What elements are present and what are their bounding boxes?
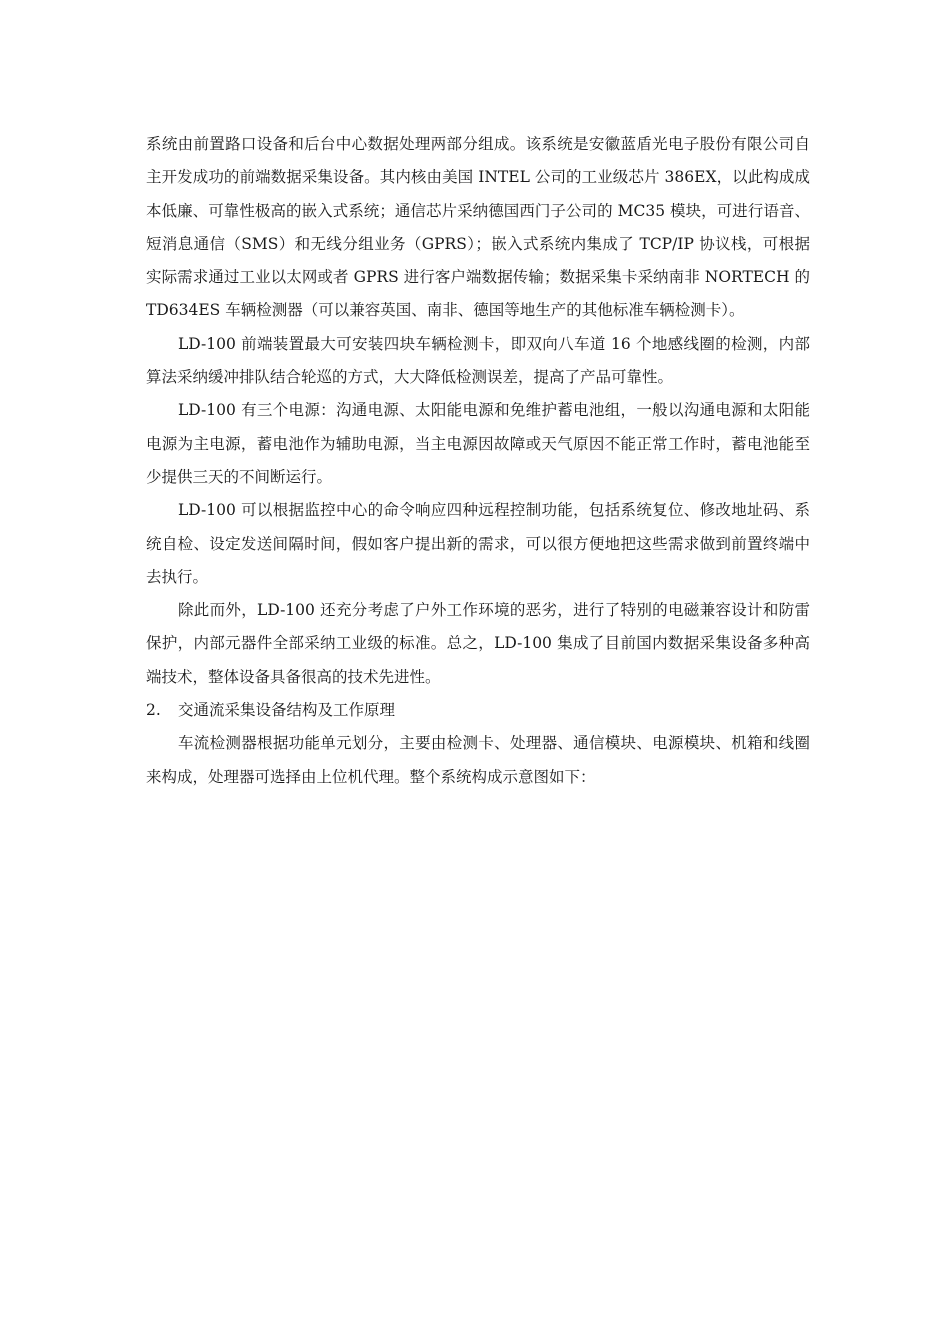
- section-heading: [146, 694, 810, 727]
- paragraph-power-supply: LD-100 有三个电源：沟通电源、太阳能电源和免维护蓄电池组，一般以沟通电源和太阳能电源为主电源，蓄电池作为辅助电源，当主电源因故障或天气原因不能正常工作时，蓄电池能至少提供三天的不间断运行。: [146, 401, 810, 486]
- paragraph-detection-cards: LD-100 前端装置最大可安装四块车辆检测卡，即双向八车道 16 个地感线圈的检测，内部算法采纳缓冲排队结合轮巡的方式，大大降低检测误差，提高了产品可靠性。: [146, 334, 810, 387]
- section-number: 2.: [146, 701, 161, 720]
- paragraph-system-overview: 系统由前置路口设备和后台中心数据处理两部分组成。该系统是安徽蓝盾光电子股份有限公司自主开发成功的前端数据采集设备。其内核由美国 INTEL 公司的工业级芯片 386EX，以此构成成本低廉、可靠性极高的嵌入式系统；通信芯片采纳德国西门子公司的 MC35 模块，可进行语音、短消息通信（SMS）和无线分组业务（GPRS）；嵌入式系统内集成了 TCP/IP 协议栈，可根据实际需求通过工业以太网或者 GPRS 进行客户端数据传输；数据采集卡采纳南非 NORTECH 的 TD634ES 车辆检测器（可以兼容英国、南非、德国等地生产的其他标准车辆检测卡）。: [146, 135, 810, 320]
- section-title: 交通流采集设备结构及工作原理: [178, 701, 396, 720]
- paragraph-structure: 车流检测器根据功能单元划分，主要由检测卡、处理器、通信模块、电源模块、机箱和线圈来构成，处理器可选择由上位机代理。整个系统构成示意图如下：: [146, 734, 810, 786]
- document-page: [146, 128, 810, 794]
- paragraph-emc-protection: 除此而外，LD-100 还充分考虑了户外工作环境的恶劣，进行了特别的电磁兼容设计和防雷保护，内部元器件全部采纳工业级的标准。总之，LD-100 集成了目前国内数据采集设备多种高端技术，整体设备具备很高的技术先进性。: [146, 601, 810, 686]
- paragraph-remote-control: LD-100 可以根据监控中心的命令响应四种远程控制功能，包括系统复位、修改地址码、系统自检、设定发送间隔时间，假如客户提出新的需求，可以很方便地把这些需求做到前置终端中去执行。: [146, 501, 810, 586]
